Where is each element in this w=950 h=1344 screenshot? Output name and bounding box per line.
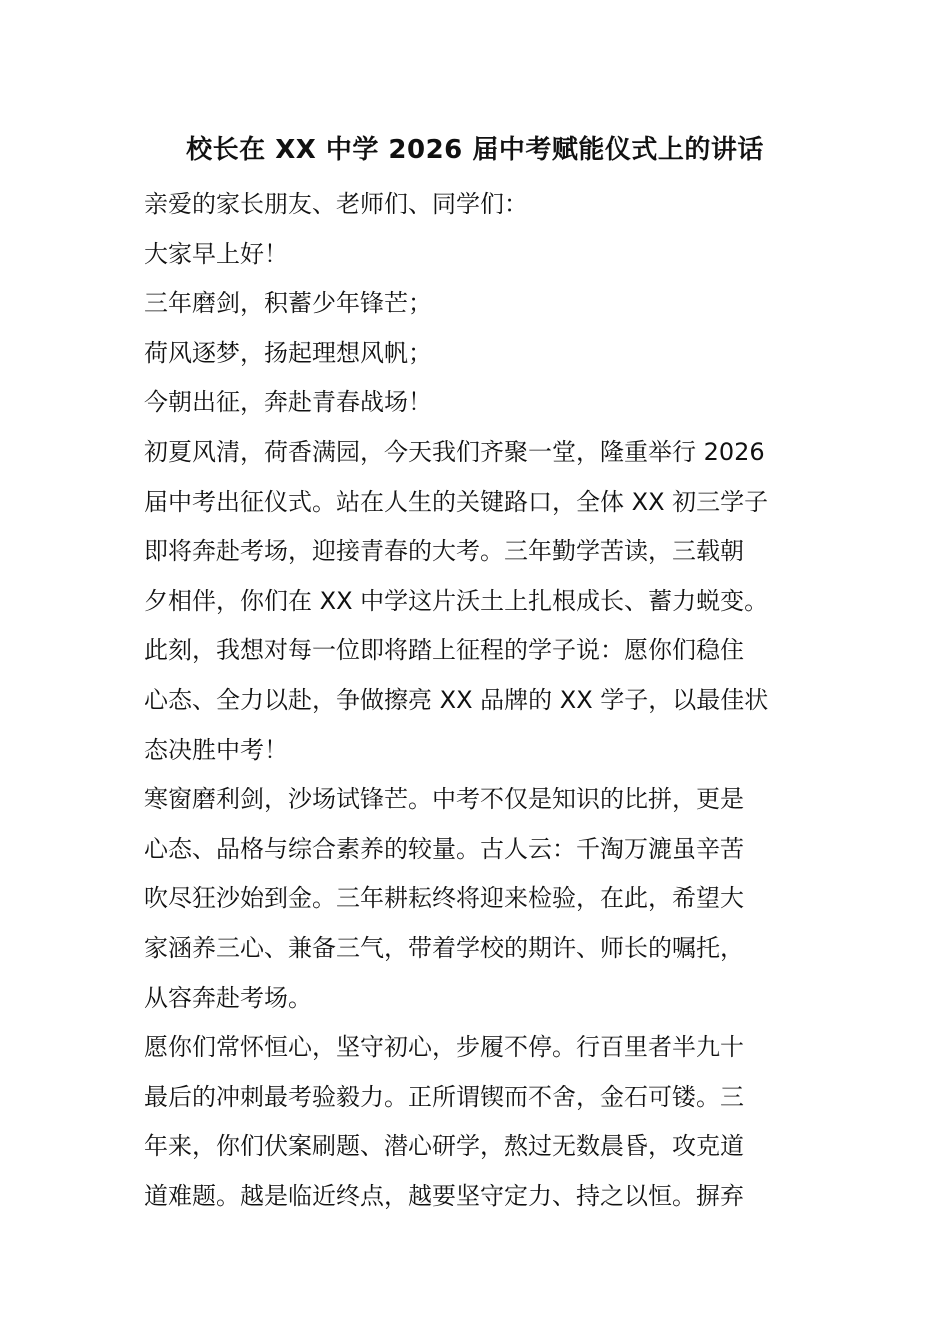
document-body	[144, 180, 808, 1221]
text-line: 荷风逐梦，扬起理想风帆；	[144, 338, 432, 367]
text-line: 家涵养三心、兼备三气，带着学校的期许、师长的嘱托，	[144, 933, 744, 962]
text-line: 此刻，我想对每一位即将踏上征程的学子说：愿你们稳住	[144, 636, 744, 665]
text-line: 亲爱的家长朋友、老师们、同学们：	[144, 190, 528, 218]
text-line: 心态、品格与综合素养的较量。古人云：千淘万漉虽辛苦	[144, 834, 744, 863]
text-line: 即将奔赴考场，迎接青春的大考。三年勤学苦读，三载朝	[144, 537, 744, 566]
text-line: 吹尽狂沙始到金。三年耕耘终将迎来检验，在此，希望大	[144, 884, 744, 913]
text-line: 初夏风清，荷香满园，今天我们齐聚一堂，隆重举行 2026	[144, 437, 765, 466]
text-line: 三年磨剑，积蓄少年锋芒；	[144, 289, 432, 318]
text-line: 心态、全力以赴，争做擦亮 XX 品牌的 XX 学子，以最佳状	[144, 685, 769, 714]
text-line: 道难题。越是临近终点，越要坚守定力、持之以恒。摒弃	[144, 1181, 744, 1210]
text-line: 寒窗磨利剑，沙场试锋芒。中考不仅是知识的比拼，更是	[144, 785, 744, 814]
text-line: 愿你们常怀恒心，坚守初心，步履不停。行百里者半九十	[144, 1033, 744, 1062]
text-line: 年来，你们伏案刷题、潜心研学，熬过无数晨昏，攻克道	[144, 1132, 744, 1161]
text-line: 态决胜中考！	[144, 735, 288, 764]
text-line: 最后的冲刺最考验毅力。正所谓锲而不舍，金石可镂。三	[144, 1082, 744, 1111]
text-line: 大家早上好！	[144, 239, 288, 268]
text-line: 今朝出征，奔赴青春战场！	[144, 388, 432, 417]
text-line: 从容奔赴考场。	[144, 983, 312, 1012]
document-title: 校长在 XX 中学 2026 届中考赋能仪式上的讲话	[186, 135, 764, 165]
text-line: 届中考出征仪式。站在人生的关键路口，全体 XX 初三学子	[144, 487, 769, 516]
text-line: 夕相伴，你们在 XX 中学这片沃土上扎根成长、蓄力蜕变。	[144, 586, 769, 615]
